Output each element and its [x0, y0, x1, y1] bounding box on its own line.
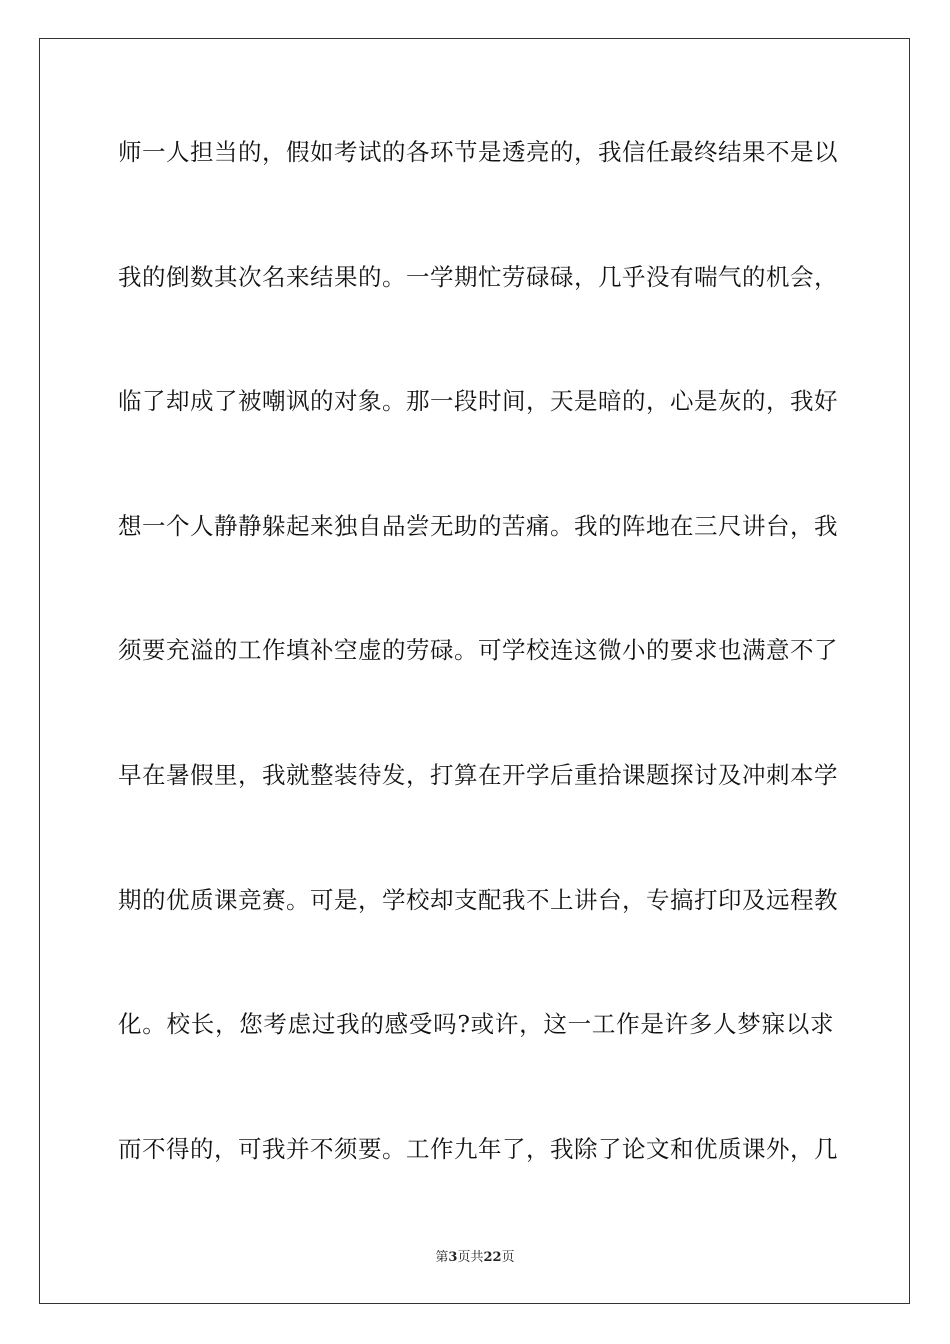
- total-pages: 22: [483, 1250, 502, 1265]
- text-line: 而不得的，可我并不须要。工作九年了，我除了论文和优质课外，几: [118, 1134, 838, 1163]
- page-footer: [0, 1246, 950, 1265]
- text-line: 化。校长，您考虑过我的感受吗?或许，这一工作是许多人梦寐以求: [118, 1010, 834, 1039]
- document-body: [118, 128, 838, 1249]
- text-line: 想一个人静静躲起来独自品尝无助的苦痛。我的阵地在三尺讲台，我: [118, 511, 838, 540]
- page-suffix: 页: [457, 1250, 471, 1265]
- page-number: 3: [448, 1250, 458, 1265]
- text-line: 我的倒数其次名来结果的。一学期忙劳碌碌，几乎没有喘气的机会，: [118, 262, 838, 291]
- text-line: 早在暑假里，我就整装待发，打算在开学后重拾课题探讨及冲刺本学: [118, 760, 838, 789]
- total-prefix: 共: [470, 1250, 484, 1265]
- text-line: 须要充溢的工作填补空虚的劳碌。可学校连这微小的要求也满意不了: [118, 636, 838, 665]
- page-prefix: 第: [435, 1250, 449, 1265]
- text-line: 师一人担当的，假如考试的各环节是透亮的，我信任最终结果不是以: [118, 138, 838, 166]
- text-line: 期的优质课竞赛。可是，学校却支配我不上讲台，专搞打印及远程教: [118, 885, 838, 914]
- text-line: 临了却成了被嘲讽的对象。那一段时间，天是暗的，心是灰的，我好: [118, 387, 838, 416]
- total-suffix: 页: [501, 1250, 515, 1265]
